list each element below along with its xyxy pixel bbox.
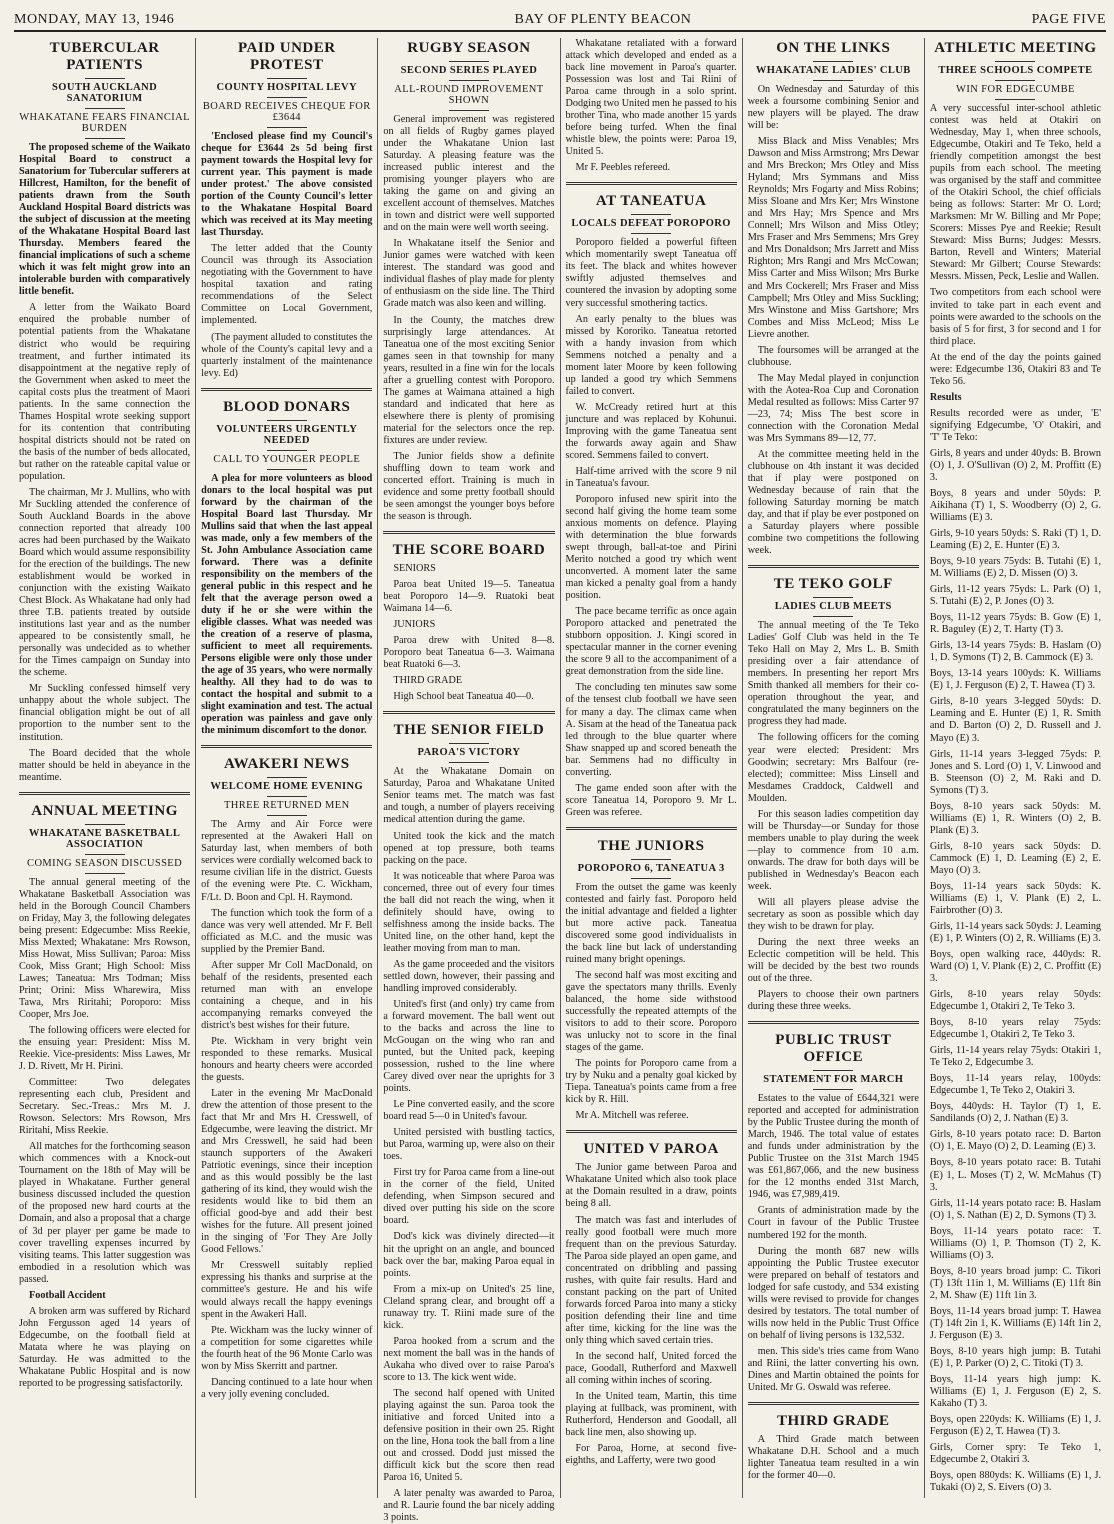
paragraph: A broken arm was suffered by Richard John Fergusson aged 14 years of Edgecumbe, on the football field at Matata where he was playing on Saturday. He was admitted to the Whakatane Public Hospital and is now reported to be progressing satisfactorily. [19, 1305, 191, 1389]
paragraph: Boys, 8-10 years high jump: B. Tutahi (E) 1, P. Parker (O) 2, C. Titoki (T) 3. [929, 1345, 1102, 1369]
paragraph: The Junior game between Paroa and Whakatane United which also took place at the Domain resulted in a draw, points being 8 all. [565, 1162, 737, 1210]
paragraph: Boys, 13-14 years 100yds: K. Williams (E) 1, J. Ferguson (E) 2, T. Hawea (T) 3. [929, 668, 1102, 692]
paragraph: General improvement was registered on all fields of Rugby games played under the Whakatane Union last Saturday. A pleasing feature was the increased public interest and the promising younger players who are taking the game on and giving an excellent account of themselves. Matches in town and district were well supported and on the main were well worth seeing. [383, 114, 555, 234]
article-subheading: LOCALS DEFEAT POROPORO [571, 218, 731, 230]
paragraph: Paroa hooked from a scrum and the next moment the ball was in the hands of Aukaha who dived over to raise Paroa's score to 13. The kick went wide. [383, 1335, 555, 1383]
article-subheading: WIN FOR EDGECUMBE [956, 84, 1075, 95]
paragraph: Girls, 11-14 years potato race: B. Haslam (O) 1, S. Nathan (E) 2, D. Symons (T) 3. [929, 1197, 1102, 1221]
paragraph: For Paroa, Horne, at second five-eighths, and Lafferty, were two good [565, 1443, 737, 1467]
article-subheading: WELCOME HOME EVENING [210, 781, 364, 793]
paragraph: United persisted with bustling tactics, but Paroa, warming up, were also on their toes. [383, 1127, 555, 1163]
article-subheading: SOUTH AUCKLAND SANATORIUM [52, 82, 158, 104]
paragraph: The match was fast and interludes of really good football were much more frequent than on the previous Saturday. The Paroa side played an open game, and concentrated on dribbling and passing rushes, with quite fair results. Hard and constant packing on the part of United forwards forced Paroa into many a sticky position defending their line and time after time, kicking for the line was the only thing which saved certain tries. [565, 1214, 737, 1346]
paragraph: Boys, 11-14 years broad jump: T. Hawea (T) 14ft 2in 1, K. Williams (E) 14ft 1in 2, J. Ferguson (E) 3. [929, 1305, 1102, 1341]
paragraph: The points for Poroporo came from a try by Nuku and a penalty goal kicked by Tiepa. Taneatua's points came from a free kick by R. Hill. [565, 1058, 737, 1106]
paragraph: Mr Cresswell suitably replied expressing his thanks and surprise at the committee's gesture. He and his wife would always recall the happy evenings spent in the Awakeri Hall. [201, 1260, 373, 1320]
divider [813, 80, 853, 81]
divider [449, 61, 489, 62]
article [748, 40, 919, 557]
divider [449, 110, 489, 111]
article-subheading: PAROA'S VICTORY [417, 747, 521, 759]
paragraph: THIRD GRADE [393, 675, 463, 687]
paragraph: A very successful inter-school athletic contest was held at Otakiri on Wednesday, May 1, when three schools, Edgecumbe, Otakiri and Te Teko, held a friendly competition amongst the best pupils from each school. The meeting was organised by the staff and committee of the Otakiri School, the chief officials being as follows: Starter: Mr O. Lord; Marksmen: Mr W. Billing and Mr Pope; Scorers: Misses Pye and Reekie; Result Steward: Miss Burns; Judges: Messrs. Barton, Revell and Winters; Material Steward: Mr Gilbert; Course Stewards: Messrs. Missen, Peck, Leslie and Wallen. [929, 103, 1102, 283]
paragraph: From a mix-up on United's 25 line, Cleland sprang clear, and brought off a runaway try. T. Riini made sure of the kick. [383, 1283, 555, 1331]
article-headline: BLOOD DONARS [223, 398, 351, 415]
article-headline: UNITED V PAROA [583, 1141, 719, 1158]
article [566, 38, 737, 174]
article [566, 827, 737, 1123]
paragraph: In the second half, United forced the pace, Goodall, Rutherford and Maxwell all coming within inches of scoring. [565, 1350, 737, 1386]
divider [449, 762, 489, 763]
paragraph: men. This side's tries came from Wano and Riini, the latter converting his own. Dines and Martin obtained the points for United. Mr G. Oswald was referee. [747, 1345, 919, 1393]
paragraph: Football Accident [29, 1289, 106, 1301]
paragraph: Pte. Wickham was the lucky winner of a competition for some cigarettes while the fourth heat of the 96 Monte Carlo was won by Miss Skerritt and partner. [201, 1324, 373, 1372]
article [201, 40, 372, 380]
article-headline: THE SCORE BOARD [392, 542, 546, 559]
article-subheading: LADIES CLUB MEETS [774, 601, 892, 613]
paragraph: Boys, 8-10 years relay 75yds: Edgecumbe 1, Otakiri 2, Te Teko 3. [929, 1017, 1102, 1041]
article [748, 1021, 919, 1394]
article-headline: PAID UNDER PROTEST [237, 40, 336, 73]
paragraph: All matches for the forthcoming season which commences with a Knock-out Tournament on the 18th of May will be played in Whakatane. Further general business discussed included the question of the proposed new hard courts at the Domain, and also a proposal that a charge of 3d per player per game be made to cover travelling expenses incurred by visiting teams. This latter suggestion was embodied in a resolution which was passed. [19, 1141, 191, 1285]
issue-date: MONDAY, MAY 13, 1946 [14, 12, 175, 27]
column-4 [561, 38, 743, 1498]
paragraph: Boys, open 880yds: K. Williams (E) 1, J. Tukaki (O) 2, S. Eivers (O) 3. [929, 1470, 1102, 1494]
paragraph: The Army and Air Force were represented at the Awakeri Hall on Saturday last, when members of both services were cordially welcomed back to resume civilian life in the district. Guests of the evening were Pte. C. Wickham, F/Lt. D. Boon and Cpl. H. Raymond. [201, 819, 373, 903]
paragraph: Boys, 8-10 years sack 50yds: M. Williams (E) 1, R. Winters (O) 2, B. Plank (E) 3. [929, 800, 1102, 836]
paragraph: Committee: Two delegates representing each club, President and Secretary. Sec.-Treas.: Mrs M. J. Rowson. Selectors: Mrs Rowson, Mrs Riritahi, Miss Reekie. [19, 1077, 191, 1137]
divider [85, 873, 125, 874]
article-subheading: THREE SCHOOLS COMPETE [938, 65, 1093, 76]
paragraph: Two competitors from each school were invited to take part in each event and points were awarded to the schools on the basis of 5 for first, 3 for second and 1 for third place. [929, 287, 1102, 347]
paragraph: The Junior fields show a definite shuffling down to team work and concerted effort. Training is much in evidence and some pretty football should be seen amongst the younger boys before the season is through. [383, 450, 555, 522]
paragraph: High School beat Taneatua 40—0. [393, 691, 534, 703]
article-subheading: WHAKATANE BASKETBALL ASSOCIATION [28, 827, 181, 850]
divider [995, 99, 1035, 100]
paragraph: A letter from the Waikato Board enquired the probable number of potential patients from the Whakatane district who would be requiring treatment, and further intimated its disappointment at the negative reply of the Government when asked to meet the capital costs plus the treatment of Maori patients. In the same connection the Thames Hospital wrote seeking support for its contention that contributing hospital districts should not be rated on the basis of the number of beds allocated, but rather on the rateable capital value or population. [19, 302, 191, 482]
article [19, 40, 190, 784]
paragraph: Dod's kick was divinely directed—it hit the upright on an angle, and bounced back over the bar, making Paroa equal in points. [383, 1231, 555, 1279]
paragraph: Estates to the value of £644,321 were reported and accepted for administration by the Public Trustee during the month of March, 1946. The total value of estates and funds under administration by the Public Trustee on the 31st March 1945 was £61,867,066, and the new business for the 12 months ended 31st March, 1946, was £7,989,419. [747, 1093, 919, 1201]
divider [267, 796, 307, 797]
divider [631, 878, 671, 879]
paragraph: Will all players please advise the secretary as soon as possible which day they wish to be drawn for play. [747, 896, 919, 932]
paragraph: The function which took the form of a dance was very well attended. Mr F. Bell officiated as M.C. and the music was supplied by the Premier Band. [201, 907, 373, 955]
paragraph: The game ended soon after with the score Taneatua 14, Poroporo 9. Mr L. Green was referee. [565, 782, 737, 818]
divider [267, 420, 307, 421]
column-2 [196, 38, 378, 1498]
column-6 [925, 38, 1106, 1498]
paragraph: The second half opened with United playing against the sun. Paroa took the initiative and forced United into a defensive position in their own 25. Right on the line, Hona took the ball from a line out and crossed. Dodd just missed the difficult kick but the score then read Paroa 16, United 5. [383, 1387, 555, 1484]
paragraph: It was noticeable that where Paroa was concerned, three out of every four times the ball did not reach the wing, when it definitely should have, owing to selfishness among the inside backs. The United line, on the other hand, kept the leather moving from man to man. [383, 870, 555, 954]
paragraph: As the game proceeded and the visitors settled down, however, their passing and handling improved considerably. [383, 958, 555, 994]
paragraph: A plea for more volunteers as blood donars to the local hospital was put forward by the chairman of the Hospital Board last Thursday. Mr Mullins said that when the last appeal was made, only a few members of the St. John Ambulance Association came forward. There was a definite responsibility on the members of the general public in this respect and he felt that the average person owed a duty if he or she were within the eligible classes. What was needed was the creation of a reserve of plasma, sufficient to meet all requirements. Persons eligible were only those under the age of 35 years, who were normally healthy. All they had to do was to contact the hospital and submit to a slight examination and test. The actual operation was painless and gave only the minimum discomfort to the donor. [201, 472, 373, 737]
paragraph: The following officers were elected for the ensuing year: President: Miss M. Reekie. Vice-presidents: Miss Lawes, Mr J. D. Rivett, Mr H. Pirini. [19, 1025, 191, 1073]
column-1 [14, 38, 196, 1498]
article-subheading: WHAKATANE LADIES' CLUB [755, 65, 911, 76]
article [566, 1130, 737, 1467]
divider [85, 824, 125, 825]
article [566, 182, 737, 818]
article [383, 40, 554, 523]
paragraph: Girls, Corner spry: Te Teko 1, Edgecumbe 2, Otakiri 3. [929, 1442, 1102, 1466]
article [201, 388, 372, 738]
page-number: PAGE FIVE [1031, 12, 1106, 27]
paragraph: Boys, open walking race, 440yds: R. Ward (O) 1, V. Plank (E) 2, C. Proffitt (E) 3. [929, 949, 1102, 985]
paragraph: Boys, 11-12 years 75yds: B. Gow (E) 1, R. Baguley (E) 2, T. Harty (T) 3. [929, 612, 1102, 636]
paragraph: On Wednesday and Saturday of this week a foursome combining Senior and new players will be played. The draw will be: [747, 84, 919, 132]
paragraph: First try for Paroa came from a line-out in the corner of the field, United defending, when Simpson secured and dived over putting his side on the score board. [383, 1167, 555, 1227]
article-subheading: CALL TO YOUNGER PEOPLE [213, 453, 361, 465]
paragraph: Girls, 8-10 years potato race: D. Barton (O) 1, E. Mayo (O) 2, D. Leaming (E) 3. [929, 1129, 1102, 1153]
article [748, 1402, 919, 1482]
divider [813, 616, 853, 617]
paragraph: Miss Black and Miss Venables; Mrs Dawson and Miss Armstrong; Mrs Dewar and Mrs Breckon; Mrs Otley and Miss Hyland; Mrs Symmans and Miss Reynolds; Mrs Fogarty and Miss Robins; Miss Sloane and Mrs Ker; Mrs Winstone and Mrs Hay; Mrs Spence and Mrs Connell; Mrs Wilson and Miss Otley; Mrs Fraser and Mrs Semmens; Mrs Grey and Mrs Donaldson; Mrs Jarrett and Miss Righton; Mrs Rangi and Mrs McCowan; Miss Carter and Miss Wilson; Mrs Burke and Mrs Cockerell; Mrs Fraser and Miss Campbell; Mrs Otley and Miss Suckling; Mrs Winstone and Miss Gartshore; Mrs Combes and Miss McLeod; Miss Le Lievre another. [747, 136, 919, 340]
article-subheading: THREE RETURNED MEN [223, 800, 350, 812]
article-headline: RUGBY SEASON [407, 40, 531, 56]
paragraph: Girls, 11-14 years relay 75yds: Otakiri 1, Te Teko 2, Edgecumbe 3. [929, 1045, 1102, 1069]
divider [631, 233, 671, 234]
paragraph: Girls, 11-14 years sack 50yds: J. Leaming (E) 1, P. Winters (O) 2, R. Williams (E) 3. [929, 920, 1102, 944]
paragraph: Le Pine converted easily, and the score board read 5—0 in United's favour. [383, 1099, 555, 1123]
paragraph: The annual meeting of the Te Teko Ladies' Golf Club was held in the Te Teko Hall on May 2, Mrs L. B. Smith presiding over a fair attendance of members. In presenting her report Mrs Smith thanked all members for their co-operation throughout the year, and congratulated the many beginners on the progress they had made. [747, 620, 919, 728]
article-headline: TUBERCULAR PATIENTS [49, 40, 160, 73]
article [383, 711, 554, 1524]
paragraph: In the County, the matches drew surprisingly large attendances. At Taneatua one of the most exciting Senior games seen in that township for many years, resulted in a fine win for the locals after a gruelling contest with Poroporo. The games at Waimana attained a high standard and indicated that here as elsewhere there is plenty of promising material for the selectors once the rep. fixtures are under review. [383, 314, 555, 446]
paragraph: Boys, 8-10 years potato race: B. Tutahi (E) 1, L. Moses (T) 2, W. McMahus (T) 3. [929, 1157, 1102, 1193]
paragraph: After supper Mr Coll MacDonald, on behalf of the residents, presented each returned man with an envelope containing a cheque, and in his accompanying remarks conveyed the district's best wishes for their future. [201, 959, 373, 1031]
paragraph: Mr Suckling confessed himself very unhappy about the whole subject. The financial obligation might be out of all proportion to the number sent to the institution. [19, 683, 191, 743]
paragraph: The concluding ten minutes saw some of the tensest club football we have seen for many a day. The climax came when A. Sisam at the head of the Taneatua pack led through to the blue quarter where Shaw snapped up and scored beneath the bar. Semmens had no difficulty in converting. [565, 682, 737, 778]
paragraph: Pte. Wickham in very bright vein responded to these remarks. Musical honours and hearty cheers were accorded the guests. [201, 1035, 373, 1083]
paragraph: Girls, 13-14 years 75yds: B. Haslam (O) 1, D. Symons (T) 2, B. Cammock (E) 3. [929, 640, 1102, 664]
paragraph: The second half was most exciting and gave the spectators many thrills. Evenly balanced, the home side withstood successfully the repeated attempts of the visitors to add to their score. Poroporo was unlucky not to score in the final stages of the game. [565, 970, 737, 1054]
paragraph: At the committee meeting held in the clubhouse on 4th instant it was decided that if play were postponed on Wednesday because of rain that the following Saturday morning be match day, and that if play be ever postponed on a Saturday players where possible combine two competitions the following week. [747, 448, 919, 557]
article-subheading: COUNTY HOSPITAL LEVY [216, 82, 357, 93]
article-headline: TE TEKO GOLF [773, 576, 893, 593]
paragraph: Girls, 9-10 years 50yds: S. Raki (T) 1, D. Leaming (E) 2, E. Hunter (E) 3. [929, 528, 1102, 552]
paragraph: The following officers for the coming year were elected: President: Mrs Goodwin; secretary: Mrs Balfour (re-elected); committee: Miss Linsell and Mesdames Craddock, Caldwell and Moulden. [747, 732, 919, 804]
columns [14, 38, 1106, 1524]
paragraph: The pace became terrific as once again Poroporo attacked and penetrated the stubborn opposition. J. Kingi scored in spectacular manner in the corner evening the score 9 all to the accompaniment of a great demonstration from the side line. [565, 606, 737, 678]
paragraph: In Whakatane itself the Senior and Junior games were watched with keen interest. The standard was good and individual flashes of play made for plenty of enthusiasm on the side line. The Third Grade match was also keen and willing. [383, 238, 555, 310]
paragraph: The Board decided that the whole matter should be held in abeyance in the meantime. [19, 747, 191, 783]
paragraph: For this season ladies competition day will be Thursday—or Sunday for those members unable to play during the week—play to commence from 10 a.m. onwards. The draw for both days will be published in Wednesday's Beacon each week. [747, 808, 919, 892]
divider [267, 127, 307, 128]
paragraph: Results [929, 391, 962, 403]
paragraph: Girls, 8-10 years 3-legged 50yds: D. Leaming and E. Hunter (E) 1, R. Smith and D. Barton (O) 2, D. Russell and J. Mayo (E) 3. [929, 696, 1102, 744]
paragraph: Boys, 11-14 years potato race: T. Williams (O) 1, P. Thomson (T) 2, K. Williams (O) 3. [929, 1225, 1102, 1261]
paragraph: At the Whakatane Domain on Saturday, Paroa and Whakatane United Senior teams met. The match was fast and tough, a number of players receiving medical attention during the game. [383, 766, 555, 826]
article-headline: ON THE LINKS [776, 40, 891, 56]
article-headline: AWAKERI NEWS [223, 756, 350, 773]
paragraph: Later in the evening Mr MacDonald drew the attention of those present to the fact that Mr and Mrs H. Cresswell, of Edgecumbe, were leaving the district. Mr and Mrs Cresswell, he said had been staunch supporters of the Awakeri Patriotic evenings, since their inception and as this would possibly be the last gathering of its kind, they would wish the residents would like to bid them an official good-bye and add their best wishes for the future. All present joined in the singing of 'For They Are Jolly Good Fellows.' [201, 1087, 373, 1256]
article-subheading: SECOND SERIES PLAYED [400, 65, 538, 76]
article-headline: THIRD GRADE [776, 1412, 890, 1429]
paragraph: Girls, 8-10 years sack 50yds: D. Cammock (E) 1, D. Leaming (E) 2, E. Mayo (O) 3. [929, 840, 1102, 876]
paragraph: The proposed scheme of the Waikato Hospital Board to construct a Sanatorium for Tubercular sufferers at Hillcrest, Hamilton, for the benefit of patients drawn from the South Auckland Hospital Board districts was the subject of discussion at the meeting of the Whakatane Hospital Board last Thursday. Members feared the financial implications of such a scheme which it was felt might grow into an intolerable burden with comparatively little benefit. [19, 142, 191, 298]
paragraph: The letter added that the County Council was through its Association negotiating with the Government to have hospital taxation and rating recommendations of the Select Committee on Local Government, implemented. [201, 243, 373, 327]
divider [267, 97, 307, 98]
article [19, 792, 190, 1390]
article-subheading: ALL-ROUND IMPROVEMENT SHOWN [394, 84, 544, 106]
paragraph: Poroporo infused new spirit into the second half giving the home team some anxious moments on defence. Playing with determination the blue forwards swept through, ball-at-toe and Pirini Merito notched a good try which went unconverted. A moment later the same man kicked a penalty goal from a handy position. [565, 493, 737, 602]
article-subheading: STATEMENT FOR MARCH [763, 1074, 904, 1086]
paragraph: Boys, 9-10 years 75yds: B. Tutahi (E) 1, M. Williams (E) 2, D. Missen (O) 3. [929, 556, 1102, 580]
divider [995, 61, 1035, 62]
paragraph: Whakatane retaliated with a forward attack which developed and ended as a back line movement in Paroa's quarter. Possession was lost and Tai Riini of Paroa came through in a solo sprint. Dodging two United men he passed to his brother Tina, who made another 15 yards before being turfed. When the final whistle blew, the points were: Paroa 19, United 5. [565, 38, 737, 158]
divider [85, 854, 125, 855]
article-subheading: VOLUNTEERS URGENTLY NEEDED [216, 423, 358, 446]
paragraph: Boys, open 220yds: K. Williams (E) 1, J. Ferguson (E) 2, T. Hawea (T) 3. [929, 1414, 1102, 1438]
paragraph: W. McCready retired hurt at this juncture and was replaced by Kohunui. Improving with the game Taneatua sent the forwards away again and Shaw scored. Semmens failed to convert. [565, 401, 737, 461]
column-3 [378, 38, 560, 1524]
divider [631, 859, 671, 860]
paragraph: Boys, 8-10 years broad jump: C. Tikori (T) 13ft 11in 1, M. Williams (E) 11ft 8in 2, M. Shaw (E) 11ft 1in 3. [929, 1265, 1102, 1301]
divider [813, 1089, 853, 1090]
paragraph: JUNIORS [393, 619, 436, 631]
divider [813, 1070, 853, 1071]
paragraph: A Third Grade match between Whakatane D.H. School and a much lighter Taneatua team resulted in a win for the former 40—0. [747, 1433, 919, 1481]
paragraph: Girls, 11-14 years 3-legged 75yds: P. Jones and S. Lord (O) 1, V. Linwood and B. Steenson (O) 2, M. Raki and D. Symons (T) 3. [929, 748, 1102, 796]
divider [85, 78, 125, 79]
paragraph: Boys, 11-14 years high jump: K. Williams (E) 1, J. Ferguson (E) 2, S. Kakaho (T) 3. [929, 1373, 1102, 1410]
paragraph: In the United team, Martin, this time playing at fullback, was prominent, with Rutherford, Henderson and Goodall, all back line men, also showing up. [565, 1390, 737, 1439]
paragraph: A later penalty was awarded to Paroa, and R. Laurie found the bar nicely adding 3 points. [383, 1488, 555, 1524]
paragraph: Results recorded were as under, 'E' signifying Edgecumbe, 'O' Otakiri, and 'T' Te Teko: [929, 407, 1102, 443]
divider [267, 469, 307, 470]
divider [813, 61, 853, 62]
article-headline: ATHLETIC MEETING [934, 40, 1097, 56]
paragraph: (The payment alluded to constitutes the whole of the County's capital levy and a quarterly instalment of the maintenance levy. Ed) [201, 331, 373, 379]
divider [85, 138, 125, 139]
article-subheading: WHAKATANE FEARS FINANCIAL BURDEN [19, 112, 190, 134]
paragraph: United took the kick and the match opened at top pressure, both teams packing on the pace. [383, 830, 555, 866]
paragraph: The annual general meeting of the Whakatane Basketball Association was held in the Borough Council Chambers on Friday, May 3, the following delegates being present: Edgecumbe: Miss Reekie, Miss Mexted; Whakatane: Mrs Rowson, Miss Howat, Miss Sullivan; Paroa: Miss Cook, Miss Grant; High School: Miss Lawes; Taneatua: Mrs Todman; Miss Print; Orini: Miss Wharewira, Miss Tawa, Mrs Riritahi; Poroporo: Miss Cooper, Mrs Joe. [19, 876, 191, 1020]
divider [631, 214, 671, 215]
article [748, 565, 919, 1013]
paragraph: At the end of the day the points gained were: Edgecumbe 136, Otakiri 83 and Te Teko 56. [929, 351, 1102, 387]
divider [267, 777, 307, 778]
paragraph: Half-time arrived with the score 9 nil in Taneatua's favour. [565, 465, 737, 489]
paragraph: Girls, 11-12 years 75yds: L. Park (O) 1, S. Tutahi (E) 2, P. Jones (O) 3. [929, 584, 1102, 608]
column-5 [743, 38, 925, 1498]
divider [267, 450, 307, 451]
divider [813, 597, 853, 598]
divider [449, 743, 489, 744]
paragraph: The chairman, Mr J. Mullins, who with Mr Suckling attended the conference of South Auckland Boards in the above connection reported that already 100 acres had been purchased by the Waikato Board which would assume responsibility for the erection of the buildings. The new establishment would be worked in conjunction with the existing Waikato Chest Block. As Whakatane had only had three T.B. patients treated by outside institutions last year and as the number appeared to be consistently small, he personally was undecided as to whether for the Times campaign on Sunday into the scheme. [19, 486, 191, 679]
article-subheading: POROPORO 6, TANEATUA 3 [577, 862, 725, 874]
divider [267, 78, 307, 79]
divider [85, 108, 125, 109]
article [201, 745, 372, 1400]
paragraph: Grants of administration made by the Court in favour of the Public Trustee numbered 192 for the month. [747, 1205, 919, 1241]
paragraph: Boys, 440yds: H. Taylor (T) 1, E. Sandilands (O) 2, J. Nathan (E) 3. [929, 1101, 1102, 1125]
newspaper-title: BAY OF PLENTY BEACON [514, 12, 692, 27]
paragraph: Dancing continued to a late hour when a very jolly evening concluded. [201, 1376, 373, 1400]
article [383, 531, 554, 703]
paragraph: The foursomes will be arranged at the clubhouse. [747, 344, 919, 368]
article-subheading: BOARD RECEIVES CHEQUE FOR £3644 [202, 101, 371, 123]
article-headline: THE JUNIORS [597, 837, 705, 854]
paragraph: Boys, 8 years and under 50yds: P. Aikihana (T) 1, S. Woodberry (O) 2, G. Williams (E) 3. [929, 487, 1102, 523]
paragraph: Mr A. Mitchell was referee. [575, 1110, 689, 1122]
paragraph: Girls, 8 years and under 40yds: B. Brown (O) 1, J. O'Sullivan (O) 2, M. Proffitt (E) 3. [929, 447, 1102, 483]
article-headline: ANNUAL MEETING [31, 802, 178, 819]
divider [995, 80, 1035, 81]
masthead [14, 6, 1106, 32]
article-headline: THE SENIOR FIELD [393, 722, 545, 739]
article [930, 40, 1101, 1494]
article-headline: PUBLIC TRUST OFFICE [775, 1032, 892, 1066]
paragraph: 'Enclosed please find my Council's cheque for £3644 2s 5d being first payment towards the Hospital levy for current year. This payment is made under protest.' The above consisted portion of the County Council's letter to the Whakatane Hospital Board which was received at its May meeting last Thursday. [201, 131, 373, 239]
paragraph: Paroa drew with United 8—8. Poroporo beat Taneatua 6—3. Waimana beat Ruatoki 6—3. [383, 635, 555, 671]
paragraph: An early penalty to the blues was missed by Kororiko. Taneatua retorted with a handy invasion from which Semmens notched a penalty and a moment later Moore by keen following up landed a good try which Semmens failed to convert. [565, 313, 737, 397]
paragraph: Girls, 8-10 years relay 50yds: Edgecumbe 1, Otakiri 2, Te Teko 3. [929, 989, 1102, 1013]
paragraph: From the outset the game was keenly contested and fairly fast. Poroporo held the initial advantage and fielded a lighter but more active pack. Taneatua discovered some good individualists in the back line but lack of understanding ruined many bright openings. [565, 881, 737, 965]
paragraph: The May Medal played in conjunction with the Aotea-Roa Cup and Coronation Medal resulted as follows: Miss Carter 97—23, 74; Miss The best score in connection with the Coronation Medal was Mrs Symmans 89—12, 77. [747, 372, 919, 444]
paragraph: During the next three weeks an Eclectic competition will be held. This will be decided by the best two rounds out of the three. [747, 936, 919, 985]
divider [267, 815, 307, 816]
article-headline: AT TANEATUA [595, 193, 707, 210]
paragraph: During the month 687 new wills appointing the Public Trustee executor were prepared on behalf of testators and lodged for safe custody, and 534 existing wills were revised to provide for changes desired by testators. The total number of wills now held in the Public Trust Office on behalf of living persons is 132,532. [747, 1245, 919, 1341]
paragraph: United's first (and only) try came from a forward movement. The ball went out to the backs and across the line to McGougan on the wing who ran and punted, but the United pack, keeping possession, rushed to the line where Carey dived over near the uprights for 3 points. [383, 998, 555, 1095]
paragraph: Players to choose their own partners during these three weeks. [747, 989, 919, 1013]
paragraph: Mr F. Peebles refereed. [575, 162, 671, 174]
paragraph: Poroporo fielded a powerful fifteen which momentarily swept Taneatua off its feet. The black and whites however swiftly adjusted themselves and countered the invasion by adopting some very successful smothering tactics. [565, 237, 737, 309]
paragraph: Boys, 11-14 years relay, 100yds: Edgecumbe 1, Te Teko 2, Otakiri 3. [929, 1073, 1102, 1097]
divider [449, 80, 489, 81]
article-subheading: COMING SEASON DISCUSSED [27, 857, 183, 869]
paragraph: Boys, 11-14 years sack 50yds: K. Williams (E) 1, V. Plank (E) 2, L. Fairbrother (O) 3. [929, 880, 1102, 916]
paragraph: SENIORS [393, 563, 436, 575]
paragraph: Paroa beat United 19—5. Taneatua beat Poroporo 14—9. Ruatoki beat Waimana 14—6. [383, 579, 555, 615]
